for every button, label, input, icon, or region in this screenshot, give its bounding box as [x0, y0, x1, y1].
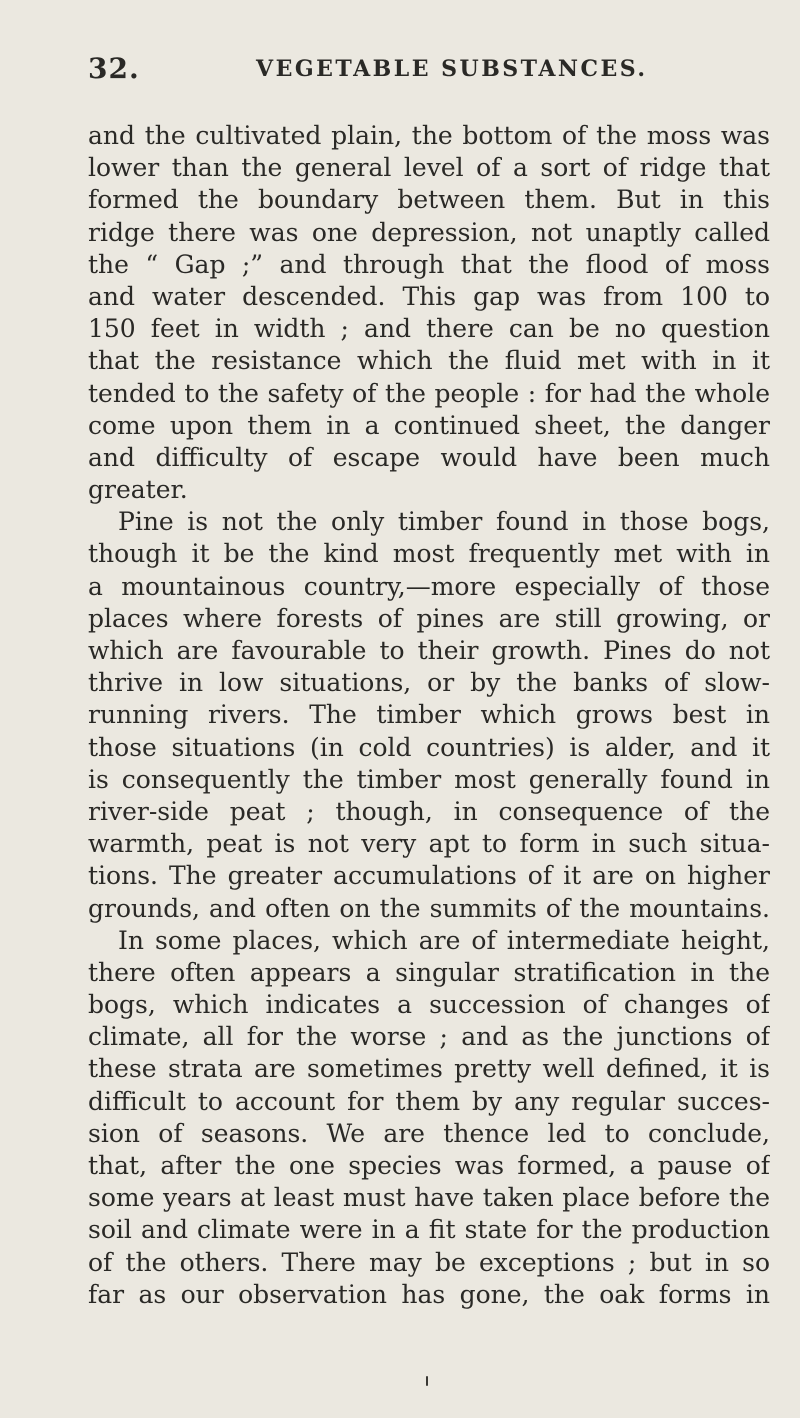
- text-line: which are favourable to their growth. Pines do not: [88, 636, 770, 665]
- paragraph-end-line: greater.: [88, 475, 188, 505]
- text-line: running rivers. The timber which grows best in: [88, 700, 770, 730]
- text-line: formed the boundary between them. But in this: [88, 185, 770, 215]
- text-line: of the others. There may be exceptions ; but in so: [88, 1247, 770, 1277]
- page-number: 32.: [88, 52, 140, 85]
- text-line: the “ Gap ;” and through that the flood of moss: [88, 249, 770, 279]
- text-line: thrive in low situations, or by the banks of slow-: [88, 668, 770, 698]
- text-line: and the cultivated plain, the bottom of the moss was: [88, 121, 770, 150]
- text-line: is consequently the timber most generally found in: [88, 764, 770, 794]
- text-line: and difficulty of escape would have been much: [88, 442, 770, 472]
- text-line: tended to the safety of the people : for had the whole: [88, 378, 770, 408]
- paragraph-start-line: In some places, which are of intermediate height,: [118, 925, 770, 955]
- text-line: come upon them in a continued sheet, the danger: [88, 410, 770, 440]
- text-line: climate, all for the worse ; and as the junctions of: [88, 1022, 770, 1052]
- text-line: though it be the kind most frequently met with in: [88, 539, 770, 569]
- text-line: lower than the general level of a sort of ridge that: [88, 153, 770, 183]
- text-line: warmth, peat is not very apt to form in such situa-: [88, 829, 770, 859]
- body-text: [88, 120, 770, 1311]
- text-line: there often appears a singular stratification in the: [88, 957, 770, 987]
- running-head: [88, 52, 768, 92]
- text-line: grounds, and often on the summits of the mountains.: [88, 893, 770, 923]
- text-line: and water descended. This gap was from 100 to: [88, 281, 770, 311]
- text-line: these strata are sometimes pretty well defined, it is: [88, 1054, 770, 1084]
- text-line: bogs, which indicates a succession of changes of: [88, 990, 770, 1020]
- text-line: far as our observation has gone, the oak forms in: [88, 1279, 770, 1309]
- text-line: sion of seasons. We are thence led to conclude,: [88, 1118, 770, 1148]
- paragraph-start-line: Pine is not the only timber found in those bogs,: [118, 507, 770, 537]
- text-line: that, after the one species was formed, a pause of: [88, 1151, 770, 1180]
- running-title: VEGETABLE SUBSTANCES.: [256, 56, 648, 82]
- text-line: difficult to account for them by any regular succes-: [88, 1086, 770, 1116]
- text-line: a mountainous country,—more especially of those: [88, 571, 770, 601]
- text-line: some years at least must have taken place before the: [88, 1183, 770, 1213]
- text-line: tions. The greater accumulations of it are on higher: [88, 861, 770, 891]
- text-line: places where forests of pines are still growing, or: [88, 603, 770, 633]
- text-line: ridge there was one depression, not unaptly called: [88, 217, 770, 247]
- print-speck: [426, 1376, 428, 1386]
- text-line: river-side peat ; though, in consequence of the: [88, 796, 770, 826]
- text-line: 150 feet in width ; and there can be no question: [88, 314, 770, 344]
- text-line: soil and climate were in a fit state for the production: [88, 1215, 770, 1245]
- text-line: that the resistance which the fluid met with in it: [88, 346, 770, 376]
- text-line: those situations (in cold countries) is alder, and it: [88, 732, 770, 762]
